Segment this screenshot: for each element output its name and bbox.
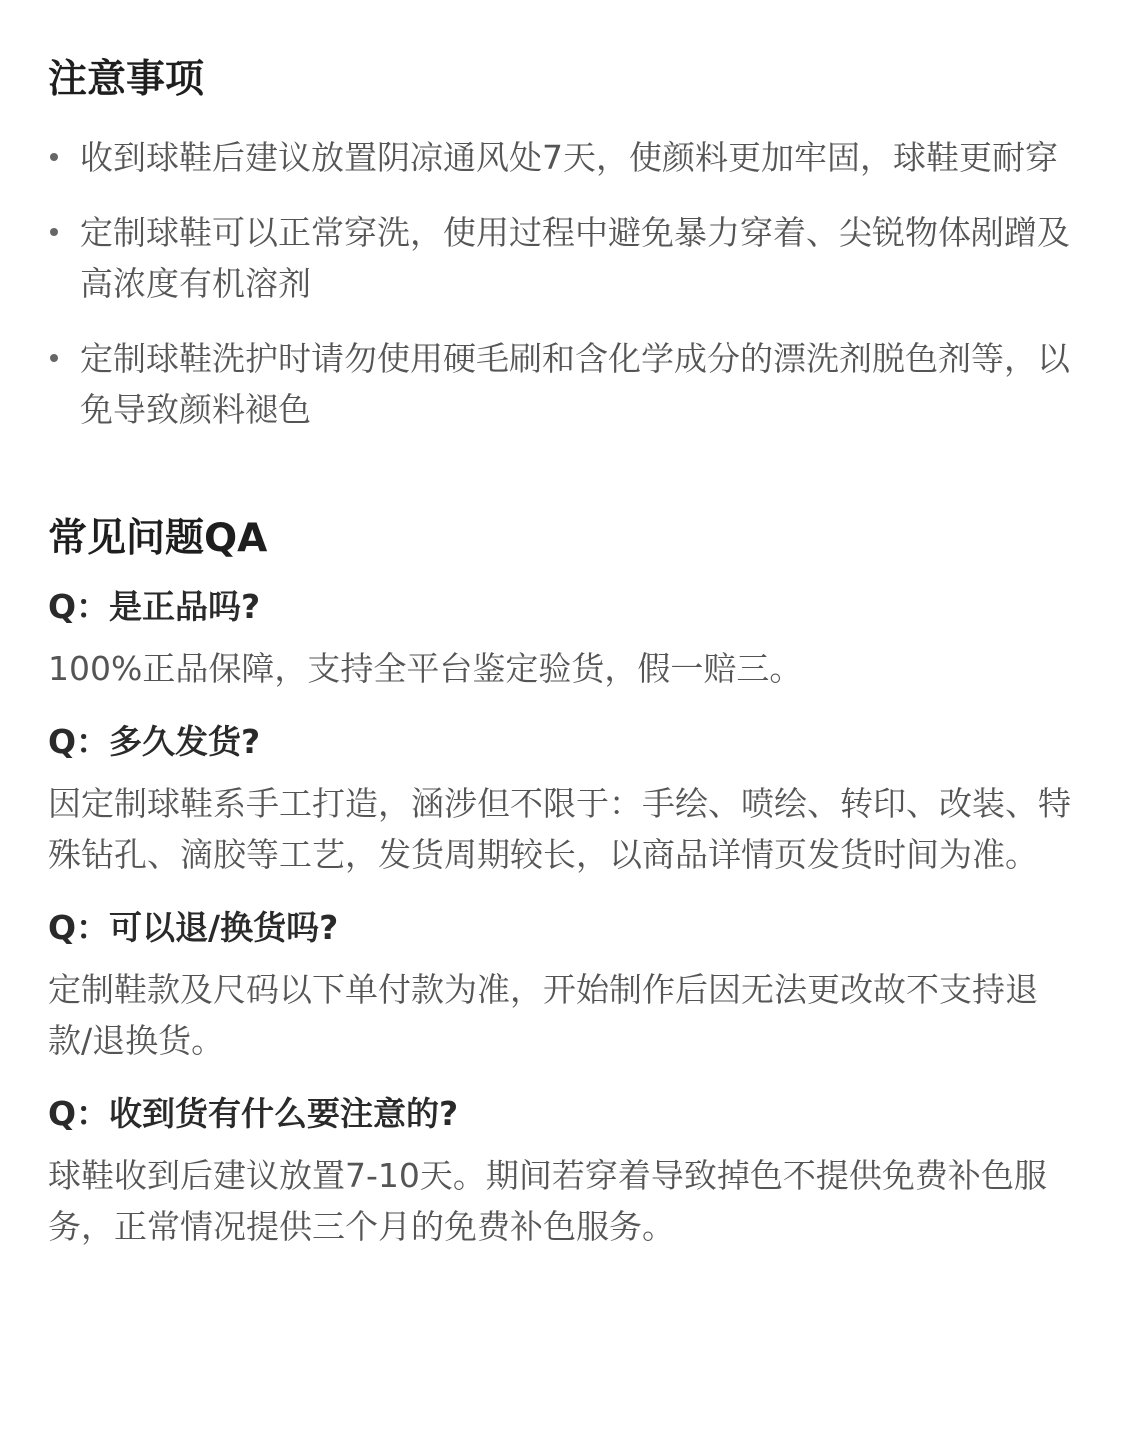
note-item <box>48 207 1077 309</box>
qa-answer: 100%正品保障，支持全平台鉴定验货，假一赔三。 <box>48 649 803 688</box>
qa-answer: 定制鞋款及尺码以下单付款为准，开始制作后因无法更改故不支持退款/退换货。 <box>48 970 1038 1060</box>
qa-question: Q：多久发货? <box>48 722 261 761</box>
notes-title: 注意事项 <box>48 57 205 102</box>
notes-list <box>48 132 1077 435</box>
note-text: 收到球鞋后建议放置阴凉通风处7天，使颜料更加牢固，球鞋更耐穿 <box>80 138 1058 177</box>
qa-answer: 球鞋收到后建议放置7-10天。期间若穿着导致掉色不提供免费补色服务，正常情况提供三个月的免费补色服务。 <box>48 1156 1047 1246</box>
qa-question: Q：是正品吗? <box>48 587 261 626</box>
note-item <box>48 132 1077 183</box>
qa-answer: 因定制球鞋系手工打造，涵涉但不限于：手绘、喷绘、转印、改装、特殊钻孔、滴胶等工艺，发货周期较长，以商品详情页发货时间为准。 <box>48 784 1071 874</box>
bullet-icon <box>50 354 58 362</box>
qa-title: 常见问题QA <box>48 516 268 561</box>
bullet-icon <box>50 153 58 161</box>
bullet-icon <box>50 228 58 236</box>
qa-item <box>48 581 1077 694</box>
note-item <box>48 333 1077 435</box>
note-text: 定制球鞋可以正常穿洗，使用过程中避免暴力穿着、尖锐物体剐蹭及高浓度有机溶剂 <box>80 213 1070 303</box>
qa-item <box>48 716 1077 880</box>
qa-item <box>48 902 1077 1066</box>
qa-item <box>48 1088 1077 1252</box>
note-text: 定制球鞋洗护时请勿使用硬毛刷和含化学成分的漂洗剂脱色剂等，以免导致颜料褪色 <box>80 339 1070 429</box>
qa-question: Q：收到货有什么要注意的? <box>48 1094 459 1133</box>
qa-question: Q：可以退/换货吗? <box>48 908 339 947</box>
